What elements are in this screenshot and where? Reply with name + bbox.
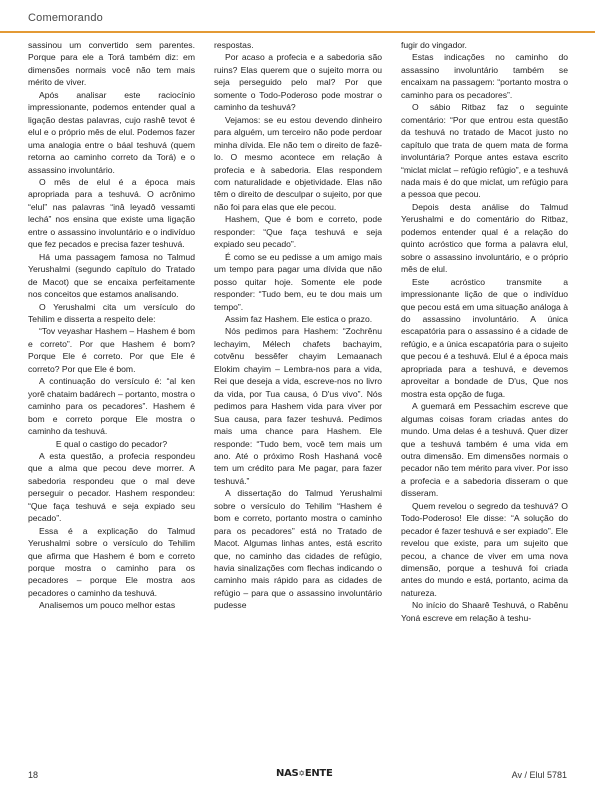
magazine-logo (276, 768, 332, 779)
logo-text-start: NAS (276, 768, 299, 779)
paragraph: Analisemos um pouco melhor estas (39, 600, 176, 611)
paragraph: Estas indicações no caminho do assassino involuntário também se encaixam na passagem: “portanto mostra o caminho para os pecadores”. (401, 52, 568, 100)
paragraph: O sábio Ritbaz faz o seguinte comentário: “Por que entrou esta questão da teshuvá no tratado de Macot justo no capítulo que trata de quem mata de forma involuntária? Porque antes estava escrito “miclat miclat – refúgio refúgio”, e a teshuvá nada mais é do que miclat, um refúgio para a pessoa que pecou. (401, 102, 568, 200)
paragraph: Quem revelou o segredo da teshuvá? O Todo-Poderoso! Ele disse: “A solução do pecador é fazer teshuvá e ser expiado”. Ele revelou que existe, para um sujeito que pecou, a chance de viver em uma nova dimensão, porque a teshuvá foi criada antes do mundo e está, portanto, acima da natureza. (401, 500, 568, 598)
column-1 (28, 39, 195, 759)
paragraph: No início do Shaarê Teshuvá, o Rabênu Yoná escreve em relação à teshu- (401, 600, 568, 623)
article-body (28, 39, 568, 759)
paragraph: Após analisar este raciocínio impressionante, podemos entender qual a ligação destas palavras, cujo rashê tevot é elul e o próprio mês de elul. Podemos fazer uma analogia entre o báal teshuvá (quem retorna ao caminho correto da Torá) e o assassino involuntário. (28, 89, 195, 175)
paragraph: Hashem, Que é bom e correto, pode responder: “Que faça teshuvá e seja expiado seu pecado”. (214, 214, 382, 250)
issue-date: Av / Elul 5781 (511, 770, 567, 780)
paragraph: A guemará em Pessachim escreve que algumas coisas foram criadas antes do mundo. Uma delas é a teshuvá. Quer dizer que a teshuvá também é uma vida em outra dimensão. Em dimensões normais o pecador não tem mérito para viver. Por isso a profecia e a sabedoria disseram o que disseram. (401, 401, 568, 499)
paragraph: respostas. (214, 40, 254, 50)
logo-text-end: ENTE (304, 768, 333, 779)
star-of-david-icon: ✡ (298, 769, 305, 778)
paragraph: Por acaso a profecia e a sabedoria são ruins? Elas querem que o sujeito morra ou seja perseguido pelo mal? Por que somente o Todo-Poderoso pode mostrar o caminho da teshuvá? (214, 52, 382, 113)
paragraph: Há uma passagem famosa no Talmud Yerushalmi (segundo capítulo do Tratado de Macot) que se encaixa perfeitamente nos conceitos que estamos analisando. (28, 251, 195, 300)
column-3 (401, 39, 568, 759)
paragraph: O mês de elul é a época mais apropriada para a teshuvá. O acrônimo “elul” nas palavras “inâ leyadô vessamti lechá” nos ensina que existe uma ligação entre o assassino involuntário e o indivíduo que fez pecados e precisa fazer teshuvá. (28, 176, 195, 250)
paragraph: Depois desta análise do Talmud Yerushalmi e do comentário do Ritbaz, podemos entender qual é a relação do quinto acróstico que forma a palavra elul, sobre o assassino involuntário, e o próprio mês de elul. (401, 201, 568, 275)
paragraph: A continuação do versículo é: “al ken yorê chataim badárech – portanto, mostra o caminho para os pecadores”. Hashem é bom e correto porque Ele mostra o caminho da teshuvá. (28, 376, 195, 437)
paragraph: E qual o castigo do pecador? (55, 438, 168, 449)
paragraph: É como se eu pedisse a um amigo mais um tempo para pagar uma dívida que não posso quitar hoje. Somente ele pode responder: “Tudo bem, eu te dou mais um tempo”. (214, 251, 382, 312)
page-footer (0, 768, 595, 788)
paragraph: A dissertação do Talmud Yerushalmi sobre o versículo do Tehilim “Hashem é bom e correto, portanto mostra o caminho para os pecadores” está no Tratado de Macot. Algumas linhas antes, está escrito que, no caminho das cidades de refúgio, havia sinalizações com flechas indicando o caminho mais rápido para as cidades de refúgio – para que o assassino involuntário pudesse (214, 488, 382, 611)
paragraph: sassinou um convertido sem parentes. Porque para ele a Torá também diz: em dimensões normais você não tem mais mérito de viver. (28, 40, 195, 88)
page-number: 18 (28, 770, 39, 780)
paragraph: fugir do vingador. (401, 40, 467, 50)
paragraph: “Tov veyashar Hashem – Hashem é bom e correto”. Por que Hashem é bom? Porque Ele é correto. Por que Ele é correto? Por que Ele é bom. (28, 326, 195, 374)
column-2 (214, 39, 382, 759)
paragraph: A esta questão, a profecia respondeu que a alma que pecou deve morrer. A sabedoria respondeu que o mal deve perseguir o pecador. Hashem respondeu: “Que faça teshuvá e seja expiado seu pecado”. (28, 450, 195, 524)
section-header: Comemorando (28, 12, 103, 24)
paragraph: Nós pedimos para Hashem: “Zochrênu lechayim, Mélech chafets bachayim, cotvênu bessêfer chayim Lemaanach Elokim chayim – Lembra-nos para a vida, Rei que deseja a vida, escreve-nos no livro da vida, por Tua causa, ó D'us vivo”. Nós pedimos para Hashem vida para viver por Sua causa, para fazer teshuvá. Pedimos mais uma chance para Hashem. Ele responde: “Tudo bem, você tem mais um ano. Até o próximo Rosh Hashaná você tem um crédito para Me pagar, para fazer teshuvá.” (214, 326, 382, 486)
paragraph: Essa é a explicação do Talmud Yerushalmi sobre o versículo do Tehilim que afirma que Hashem é bom e correto porque mostra o caminho para os pecadores – porque Ele mostra aos pecadores o caminho da teshuvá. (28, 525, 195, 598)
paragraph: Assim faz Hashem. Ele estica o prazo. (225, 313, 373, 324)
paragraph: O Yerushalmi cita um versículo do Tehilim e disserta a respeito dele: (28, 301, 195, 324)
header-rule (0, 31, 595, 33)
paragraph: Vejamos: se eu estou devendo dinheiro para alguém, um terceiro não pode perdoar minha dívida. Ele não tem o direito de fazê-lo. O mesmo acontece em relação à profecia e à sabedoria. Elas respondem com naturalidade e objetividade. Elas não têm o direito de desculpar o sujeito, por que não foi para elas que ele pecou. (214, 114, 382, 212)
paragraph: Este acróstico transmite a impressionante lição de que o indivíduo que pecou está em uma situação análoga à do assassino involuntário. A única escapatória para o assassino é a cidade de refúgio, e a única escapatória para o sujeito que pecou é a teshuvá. Elul é a época mais apropriada para a teshuvá, e devemos aproveitar a bondade de D'us, Que nos mostra esta opção de fuga. (401, 276, 568, 399)
